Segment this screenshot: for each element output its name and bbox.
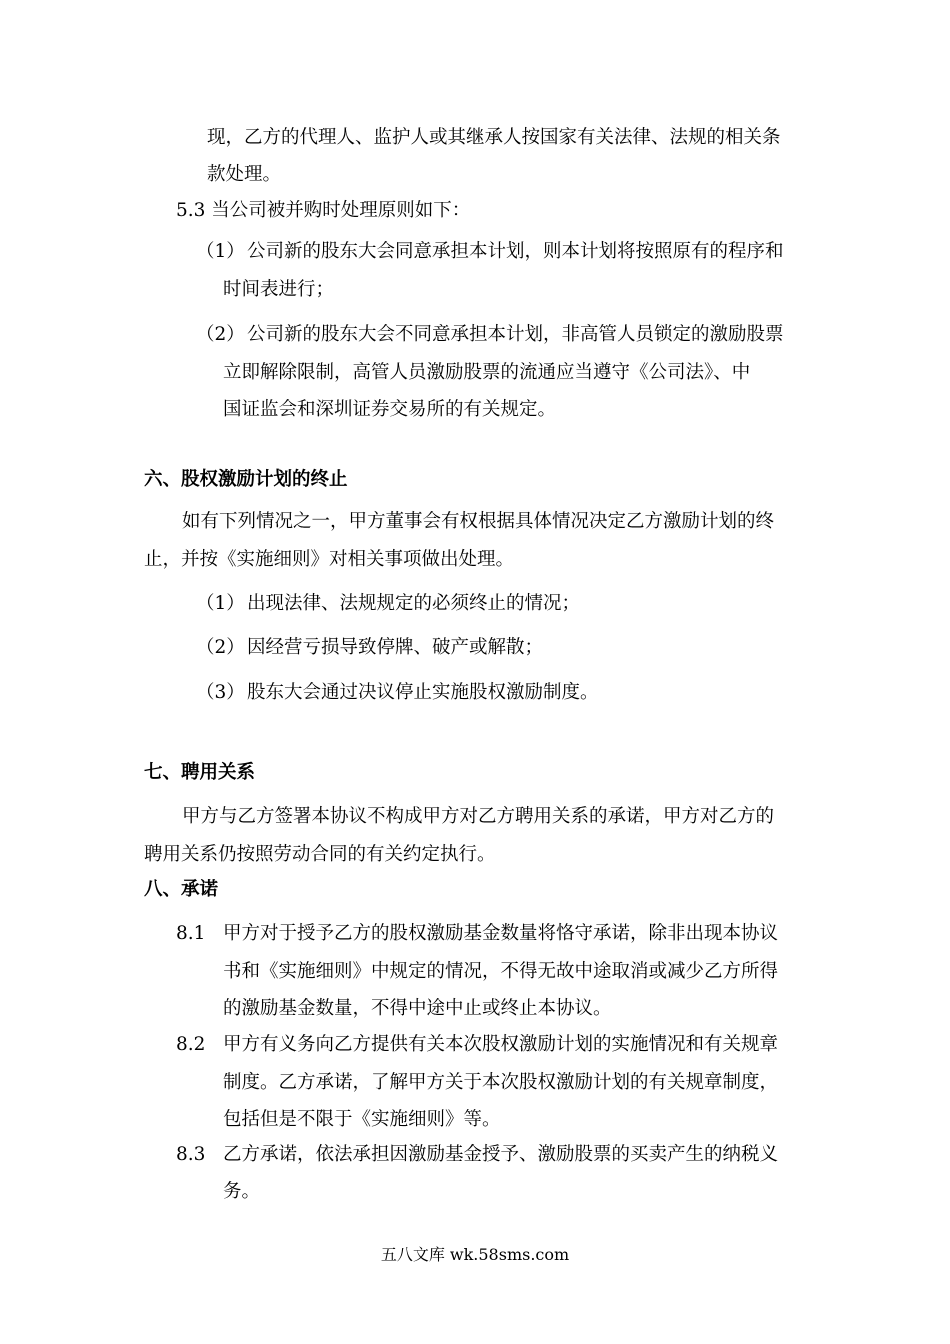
clause-8-3-number: 8.3 bbox=[176, 1144, 206, 1165]
clause-8-1-line-2: 书和《实施细则》中规定的情况，不得无故中途取消或减少乙方所得 bbox=[223, 961, 779, 982]
clause-8-1-line-3: 的激励基金数量，不得中途中止或终止本协议。 bbox=[223, 998, 612, 1019]
clause-5-3-item-1-line-1: 公司新的股东大会同意承担本计划，则本计划将按照原有的程序和 bbox=[247, 241, 784, 262]
clause-8-2-line-3: 包括但是不限于《实施细则》等。 bbox=[223, 1109, 501, 1130]
clause-8-2-number: 8.2 bbox=[176, 1034, 206, 1055]
clause-5-3-item-2-line-3: 国证监会和深圳证券交易所的有关规定。 bbox=[223, 399, 557, 420]
section-7-paragraph-line-2: 聘用关系仍按照劳动合同的有关约定执行。 bbox=[144, 844, 496, 865]
section-6-item-3-text: 股东大会通过决议停止实施股权激励制度。 bbox=[247, 682, 599, 703]
section-6-item-1-text: 出现法律、法规规定的必须终止的情况； bbox=[247, 593, 581, 614]
section-6-item-1-number: （1） bbox=[196, 593, 245, 614]
section-6-heading: 六、股权激励计划的终止 bbox=[144, 469, 348, 490]
clause-5-3-item-2-line-1: 公司新的股东大会不同意承担本计划，非高管人员锁定的激励股票 bbox=[247, 324, 784, 345]
clause-5-3-item-1-number: （1） bbox=[196, 241, 245, 262]
page-footer-watermark: 五八文库 wk.58sms.com bbox=[380, 1245, 570, 1264]
clause-5-3-item-1-line-2: 时间表进行； bbox=[223, 279, 335, 300]
clause-5-3-title: 5.3 当公司被并购时处理原则如下： bbox=[176, 200, 471, 221]
section-6-paragraph-line-2: 止，并按《实施细则》对相关事项做出处理。 bbox=[144, 549, 515, 570]
section-7-paragraph-line-1: 甲方与乙方签署本协议不构成甲方对乙方聘用关系的承诺，甲方对乙方的 bbox=[182, 806, 775, 827]
clause-8-3-line-1: 乙方承诺，依法承担因激励基金授予、激励股票的买卖产生的纳税义 bbox=[223, 1144, 779, 1165]
section-8-heading: 八、承诺 bbox=[144, 879, 219, 900]
clause-8-2-line-2: 制度。乙方承诺，了解甲方关于本次股权激励计划的有关规章制度， bbox=[223, 1072, 779, 1093]
clause-5-3-item-2-line-2: 立即解除限制，高管人员激励股票的流通应当遵守《公司法》、中 bbox=[223, 362, 751, 383]
clause-5-3-item-2-number: （2） bbox=[196, 324, 245, 345]
section-6-item-2-text: 因经营亏损导致停牌、破产或解散； bbox=[247, 637, 544, 658]
clause-8-1-line-1: 甲方对于授予乙方的股权激励基金数量将恪守承诺，除非出现本协议 bbox=[223, 923, 779, 944]
section-6-item-2-number: （2） bbox=[196, 637, 245, 658]
section-7-heading: 七、聘用关系 bbox=[144, 762, 256, 783]
section-6-paragraph-line-1: 如有下列情况之一，甲方董事会有权根据具体情况决定乙方激励计划的终 bbox=[182, 511, 775, 532]
clause-8-1-number: 8.1 bbox=[176, 923, 206, 944]
clause-8-2-line-1: 甲方有义务向乙方提供有关本次股权激励计划的实施情况和有关规章 bbox=[223, 1034, 779, 1055]
clause-5-2-continuation-line-1: 现，乙方的代理人、监护人或其继承人按国家有关法律、法规的相关条 bbox=[207, 127, 781, 148]
clause-8-3-line-2: 务。 bbox=[223, 1181, 261, 1202]
section-6-item-3-number: （3） bbox=[196, 682, 245, 703]
clause-5-2-continuation-line-2: 款处理。 bbox=[207, 164, 282, 185]
